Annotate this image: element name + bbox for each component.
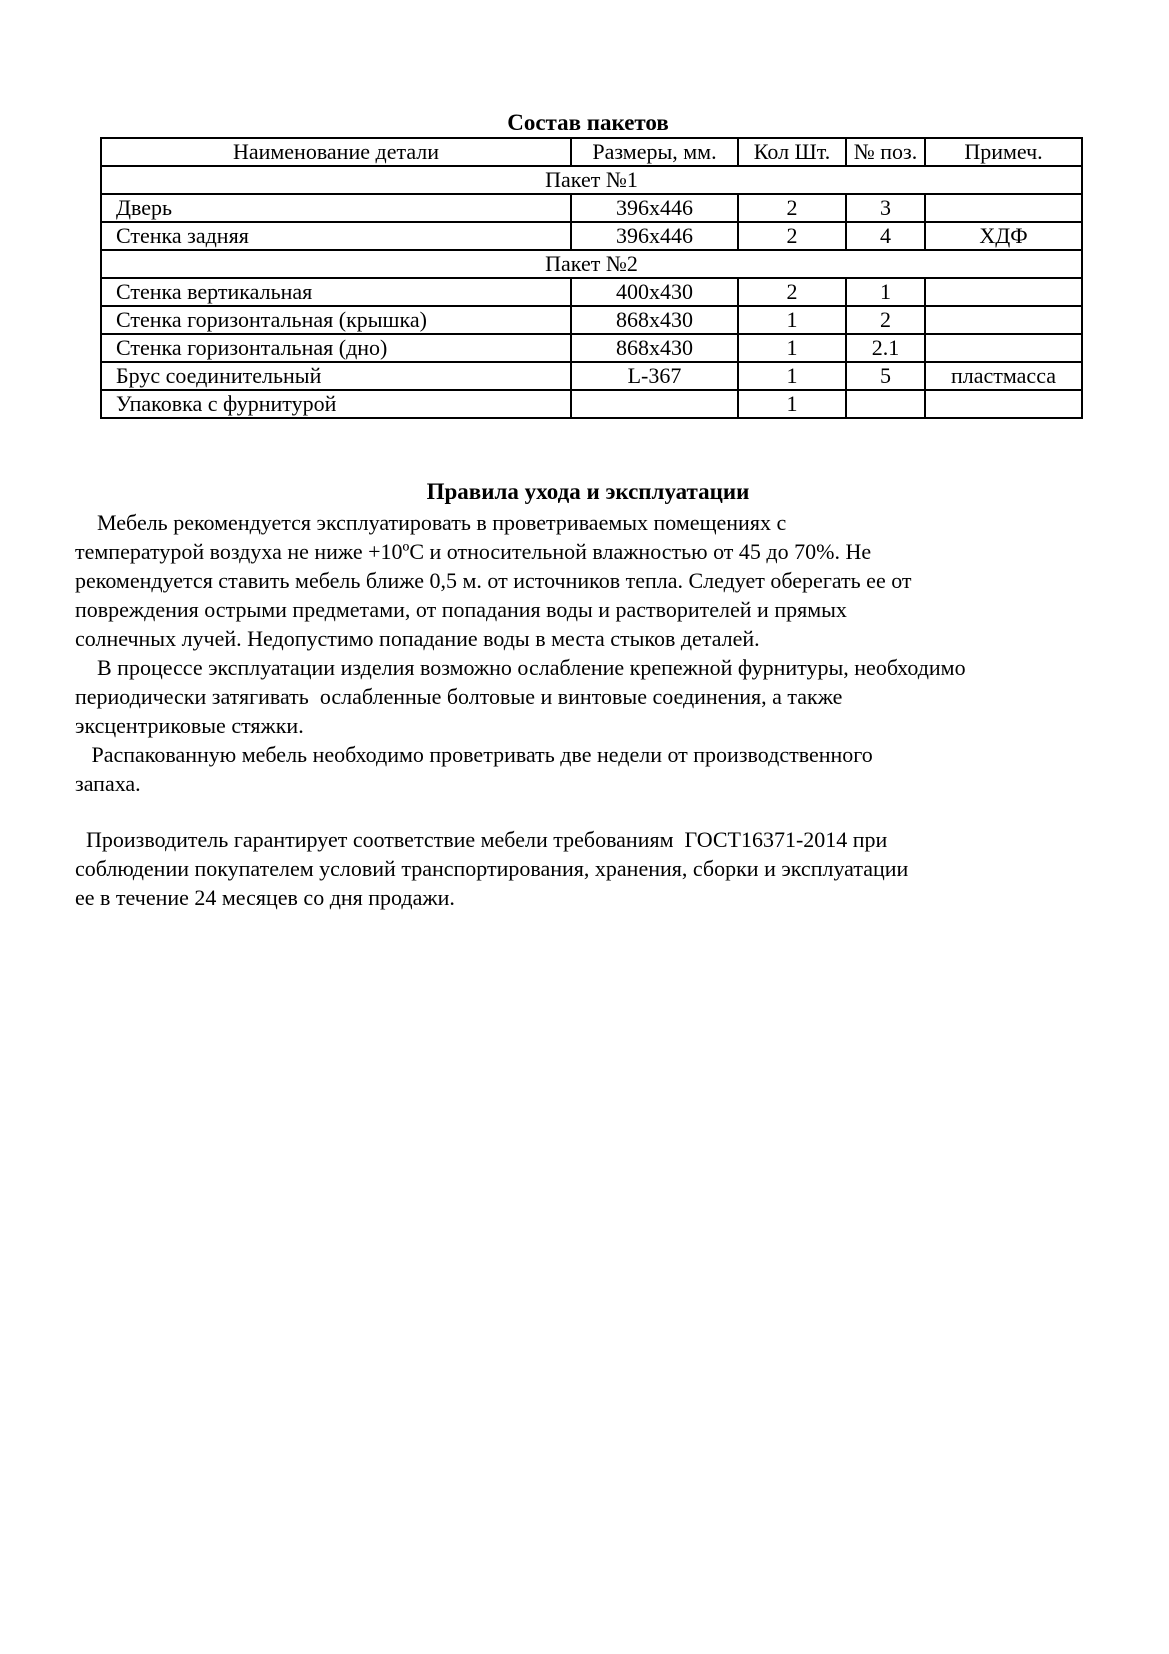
part-note: ХДФ — [925, 222, 1082, 250]
text-line: соблюдении покупателем условий транспортирования, хранения, сборки и эксплуатации — [75, 856, 909, 881]
part-size — [571, 390, 738, 418]
text-line: периодически затягивать ослабленные болтовые и винтовые соединения, а также — [75, 684, 843, 709]
part-pos: 3 — [846, 194, 925, 222]
text-line: Распакованную мебель необходимо проветривать две недели от производственного — [75, 742, 873, 767]
package-2-row — [101, 250, 1082, 278]
table-header-row — [101, 138, 1082, 166]
part-pos: 4 — [846, 222, 925, 250]
parts-title: Состав пакетов — [507, 110, 669, 135]
part-qty: 1 — [738, 334, 846, 362]
part-size: 868х430 — [571, 306, 738, 334]
table-row — [101, 194, 1082, 222]
header-qty: Кол Шт. — [738, 138, 846, 166]
part-pos: 1 — [846, 278, 925, 306]
package-2-label: Пакет №2 — [101, 250, 1082, 278]
header-name: Наименование детали — [101, 138, 571, 166]
part-name: Стенка вертикальная — [101, 278, 571, 306]
part-name: Стенка задняя — [101, 222, 571, 250]
part-note: пластмасса — [925, 362, 1082, 390]
part-pos: 5 — [846, 362, 925, 390]
text-line: ее в течение 24 месяцев со дня продажи. — [75, 885, 455, 910]
text-line: температурой воздуха не ниже +10ºС и относительной влажностью от 45 до 70%. Не — [75, 539, 872, 564]
part-size: 868х430 — [571, 334, 738, 362]
part-pos — [846, 390, 925, 418]
care-title: Правила ухода и эксплуатации — [426, 479, 750, 504]
text-line: рекомендуется ставить мебель ближе 0,5 м. от источников тепла. Следует оберегать ее от — [75, 568, 912, 593]
table-row — [101, 390, 1082, 418]
table-row — [101, 278, 1082, 306]
part-qty: 2 — [738, 278, 846, 306]
text-line: запаха. — [75, 771, 141, 796]
part-name: Стенка горизонтальная (дно) — [101, 334, 571, 362]
table-row — [101, 334, 1082, 362]
table-row — [101, 222, 1082, 250]
part-pos: 2.1 — [846, 334, 925, 362]
text-line: Мебель рекомендуется эксплуатировать в проветриваемых помещениях с — [75, 510, 787, 535]
part-note — [925, 306, 1082, 334]
text-line: эксцентриковые стяжки. — [75, 713, 304, 738]
text-line: Производитель гарантирует соответствие мебели требованиям ГОСТ16371-2014 при — [75, 827, 888, 852]
package-1-row — [101, 166, 1082, 194]
table-row — [101, 306, 1082, 334]
part-name: Упаковка с фурнитурой — [101, 390, 571, 418]
part-name: Стенка горизонтальная (крышка) — [101, 306, 571, 334]
package-1-label: Пакет №1 — [101, 166, 1082, 194]
parts-table — [100, 137, 1083, 419]
part-qty: 1 — [738, 390, 846, 418]
part-size: L-367 — [571, 362, 738, 390]
header-note: Примеч. — [925, 138, 1082, 166]
text-line: повреждения острыми предметами, от попадания воды и растворителей и прямых — [75, 597, 847, 622]
part-name: Дверь — [101, 194, 571, 222]
part-name: Брус соединительный — [101, 362, 571, 390]
table-row — [101, 362, 1082, 390]
part-size: 396х446 — [571, 222, 738, 250]
part-note — [925, 194, 1082, 222]
part-note — [925, 390, 1082, 418]
part-size: 396х446 — [571, 194, 738, 222]
part-qty: 2 — [738, 194, 846, 222]
header-pos: № поз. — [846, 138, 925, 166]
care-text — [75, 508, 1135, 798]
part-pos: 2 — [846, 306, 925, 334]
part-note — [925, 334, 1082, 362]
part-qty: 1 — [738, 306, 846, 334]
warranty-text — [75, 825, 1135, 912]
part-qty: 1 — [738, 362, 846, 390]
part-qty: 2 — [738, 222, 846, 250]
text-line: В процессе эксплуатации изделия возможно ослабление крепежной фурнитуры, необходимо — [75, 655, 966, 680]
part-note — [925, 278, 1082, 306]
header-size: Размеры, мм. — [571, 138, 738, 166]
text-line: солнечных лучей. Недопустимо попадание воды в места стыков деталей. — [75, 626, 760, 651]
part-size: 400х430 — [571, 278, 738, 306]
